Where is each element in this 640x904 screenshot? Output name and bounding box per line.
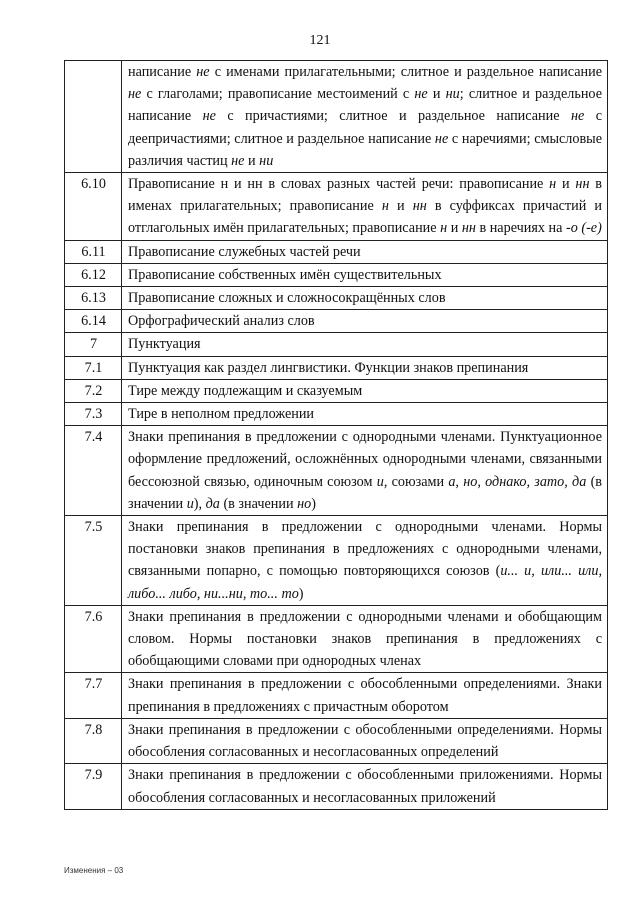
italic-term: нн: [412, 198, 427, 215]
section-number: 7.9: [65, 764, 122, 809]
italic-term: не: [414, 86, 428, 103]
text-run: Знаки препинания в предложении с обособленными приложениями. Нормы обособления согласованных и несогласованных приложений: [128, 767, 602, 806]
topic-text: [122, 673, 608, 718]
italic-term: не: [202, 108, 216, 125]
table-row: [65, 605, 608, 673]
text-run: с наречиями; смысловые различия частиц: [128, 130, 603, 169]
text-run: и: [244, 152, 260, 169]
text-run: с причастиями; слитное и раздельное написание: [215, 108, 571, 125]
italic-term: ни: [445, 86, 460, 103]
text-run: Знаки препинания в предложении с однородными членами. Пунктуационное оформление предложений, осложнённых однородными членами, связанными бессоюзной связью, одиночным союзом: [128, 429, 602, 490]
italic-term: не: [570, 108, 585, 125]
table-row: [65, 673, 608, 718]
table-row: [65, 333, 608, 356]
text-run: ; слитное и раздельное написание: [128, 86, 602, 125]
text-run: с деепричастиями; слитное и раздельное написание: [128, 108, 603, 147]
text-run: Пунктуация: [128, 336, 201, 353]
italic-term: не: [434, 130, 449, 147]
section-number: 7.1: [65, 356, 122, 379]
text-run: Тире между подлежащим и сказуемым: [128, 382, 363, 399]
text-run: , союзами: [383, 473, 449, 490]
section-number: 7.6: [65, 605, 122, 673]
topic-text: [122, 310, 608, 333]
section-number: [65, 61, 122, 173]
section-number: 7.2: [65, 379, 122, 402]
italic-term: и: [376, 473, 384, 490]
text-run: в именах прилагательных; правописание: [128, 176, 603, 215]
table-row: [65, 263, 608, 286]
section-number: 7.4: [65, 426, 122, 516]
text-run: Знаки препинания в предложении с обособленными определениями. Знаки препинания в предложениях с причастным оборотом: [128, 676, 602, 715]
topic-text: [122, 287, 608, 310]
italic-term: н: [549, 176, 557, 193]
table-row: [65, 287, 608, 310]
text-run: Знаки препинания в предложении с однородными членами и обобщающим словом. Нормы постановки знаков препинания в предложениях с обобщающими словами при однородных членах: [128, 608, 602, 670]
italic-term: н: [440, 220, 448, 237]
italic-term: не: [196, 64, 210, 80]
italic-term: и: [186, 495, 194, 512]
section-number: 6.13: [65, 287, 122, 310]
italic-term: не: [231, 152, 245, 169]
section-number: 6.12: [65, 263, 122, 286]
text-run: написание: [128, 64, 197, 80]
section-number: 7.3: [65, 403, 122, 426]
topic-text: [122, 61, 608, 173]
italic-term: н: [381, 198, 389, 215]
text-run: с именами прилагательными; слитное и раздельное написание: [209, 64, 603, 80]
text-run: Пунктуация как раздел лингвистики. Функции знаков препинания: [128, 359, 529, 376]
text-run: (в значении: [219, 495, 298, 512]
text-run: (в значении: [128, 473, 602, 512]
topic-text: [122, 764, 608, 809]
text-run: Правописание собственных имён существительных: [128, 266, 442, 283]
text-run: ): [311, 495, 316, 512]
topic-text: [122, 718, 608, 763]
topic-text: [122, 263, 608, 286]
italic-term: не: [128, 86, 142, 103]
italic-term: -о (-е): [565, 220, 602, 237]
page-number: 121: [309, 33, 331, 48]
topic-text: [122, 356, 608, 379]
topic-text: [122, 605, 608, 673]
revision-footer: Изменения – 03: [64, 866, 124, 875]
text-run: Правописание н и нн в словах разных частей речи: правописание: [128, 176, 550, 193]
text-run: ): [298, 585, 304, 602]
text-run: Правописание служебных частей речи: [128, 243, 361, 260]
topic-text: [122, 516, 608, 606]
italic-term: нн: [461, 220, 476, 237]
text-run: и: [556, 176, 576, 193]
text-run: Орфографический анализ слов: [128, 313, 315, 330]
text-run: и: [447, 220, 462, 237]
section-number: 7.8: [65, 718, 122, 763]
section-number: 6.11: [65, 240, 122, 263]
topic-text: [122, 426, 608, 516]
table-row: [65, 173, 608, 241]
section-number: 6.10: [65, 173, 122, 241]
text-run: в наречиях на: [475, 220, 566, 237]
italic-term: нн: [575, 176, 590, 193]
text-run: Знаки препинания в предложении с обособленными определениями. Нормы обособления согласованных и несогласованных определений: [128, 721, 602, 761]
section-number: 7.5: [65, 516, 122, 606]
text-run: Знаки препинания в предложении с однородными членами. Нормы постановки знаков препинания в предложениях с однородными членами, связанными попарно, с помощью повторяющихся союзов (: [128, 519, 602, 580]
italic-term: ни: [259, 152, 274, 169]
table-row: [65, 718, 608, 763]
text-run: и: [427, 86, 446, 103]
table-row: [65, 403, 608, 426]
section-number: 7: [65, 333, 122, 356]
italic-term: да: [205, 495, 220, 512]
topic-text: [122, 379, 608, 402]
text-run: и: [388, 198, 413, 215]
section-number: 6.14: [65, 310, 122, 333]
text-run: Тире в неполном предложении: [128, 406, 315, 423]
topic-text: [122, 240, 608, 263]
topic-text: [122, 333, 608, 356]
italic-term: а, но, однако, зато, да: [448, 473, 587, 490]
table-row: [65, 310, 608, 333]
syllabus-table: [64, 60, 608, 810]
topic-text: [122, 403, 608, 426]
table-row: [65, 516, 608, 606]
text-run: ),: [193, 495, 206, 512]
table-row: [65, 356, 608, 379]
table-row: [65, 61, 608, 173]
text-run: в суффиксах причастий и отглагольных имён прилагательных; правописание: [128, 198, 603, 237]
table-row: [65, 240, 608, 263]
italic-term: но: [297, 495, 312, 512]
text-run: с глаголами; правописание местоимений с: [141, 86, 415, 103]
section-number: 7.7: [65, 673, 122, 718]
text-run: Правописание сложных и сложносокращённых слов: [128, 290, 446, 307]
table-row: [65, 426, 608, 516]
italic-term: и... и, или... или, либо... либо, ни...ни, то... то: [128, 563, 602, 602]
topic-text: [122, 173, 608, 241]
table-row: [65, 764, 608, 809]
table-row: [65, 379, 608, 402]
